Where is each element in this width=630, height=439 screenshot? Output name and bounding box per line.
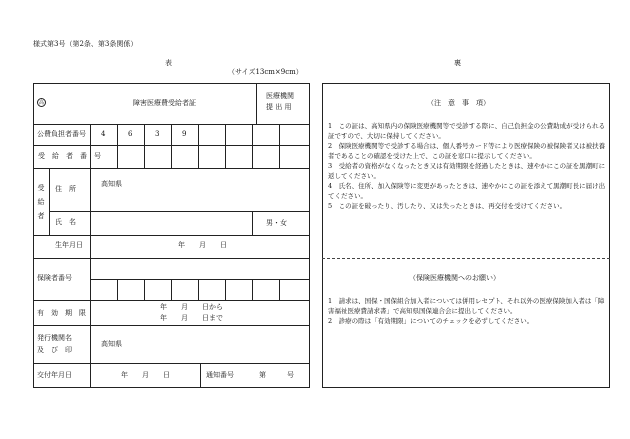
caution-item: 2 保険医療機関等で受診する場合は、個人番号カード等により医療保険の被保険者又は被扶養者であることの確認を受けた上で、この証を窓口に提示してください。: [328, 142, 606, 160]
caution-item: 5 この証を破ったり、汚したり、又は失ったときは、再交付を受けてください。: [328, 202, 567, 210]
institution-label-1: 医療機関: [266, 92, 294, 100]
recipient-vertical-label: 受給者: [37, 184, 45, 226]
notice-number-value: 第 号: [259, 371, 294, 379]
payer-digit: 6: [128, 130, 133, 138]
back-label: 裏: [454, 59, 461, 67]
name-label: 氏 名: [55, 218, 76, 226]
birth-value: 年 月 日: [178, 241, 227, 249]
caution-item: 1 この証は、高知県内の保険医療機関等で受診する際に、自己負担金の公費助成が受けられる証ですので、大切に保持してください。: [328, 122, 606, 140]
front-label: 表: [165, 59, 172, 67]
caution-item: 3 受給者の資格がなくなったとき又は有効期限を経過したときは、速やかにこの証を黒潮町に返してください。: [328, 162, 606, 180]
request-item: 2 診療の際は「有効期限」についてのチェックを必ずしてください。: [328, 317, 534, 325]
request-list: [328, 296, 606, 326]
validity-label: 有 効 期 限: [37, 309, 86, 317]
address-value: 高知県: [101, 180, 122, 188]
form-number: 様式第3号（第2条、第3条関係）: [33, 40, 138, 48]
caution-list: [328, 121, 606, 211]
validity-to: 年 月 日まで: [160, 314, 223, 322]
card-title: 障害医療費受給者証: [133, 99, 196, 107]
issuer-value: 高知県: [101, 340, 122, 348]
caution-item: 4 氏名、住所、加入保険等に変更があったときは、速やかにこの証を添えて黒潮町長に届け出てください。: [328, 182, 606, 200]
insurer-number-label: 保険者番号: [37, 274, 72, 282]
address-label: 住 所: [55, 185, 76, 193]
payer-digit: 3: [155, 130, 160, 138]
payer-number-label: 公費負担者番号: [37, 130, 86, 138]
payer-digit: 4: [101, 130, 106, 138]
validity-from: 年 月 日から: [160, 303, 223, 311]
issuer-label-1: 発行機関名: [37, 334, 72, 342]
notice-number-label: 通知番号: [206, 371, 234, 379]
issuer-label-2: 及 び 印: [37, 346, 72, 354]
issue-date-label: 交付年月日: [37, 371, 72, 379]
size-note: （サイズ13cm×9cm）: [228, 68, 303, 76]
caution-title: （注 意 事 項）: [427, 99, 490, 107]
payer-digit: 9: [182, 130, 187, 138]
birth-label: 生年月日: [55, 241, 83, 249]
institution-label-2: 提 出 用: [266, 103, 292, 111]
issue-date-value: 年 月 日: [121, 371, 170, 379]
request-title: （保険医療機関へのお願い）: [409, 274, 500, 282]
kochi-mark-icon: 高: [38, 100, 44, 106]
gender-value: 男・女: [266, 219, 287, 227]
request-item: 1 請求は、国保・国保組合加入者については併用レセプト、それ以外の医療保険加入者は「障害福祉医療費請求書」で高知県国保連合会に提出してください。: [328, 297, 605, 315]
recipient-number-label: 受 給 者 番 号: [38, 152, 101, 160]
